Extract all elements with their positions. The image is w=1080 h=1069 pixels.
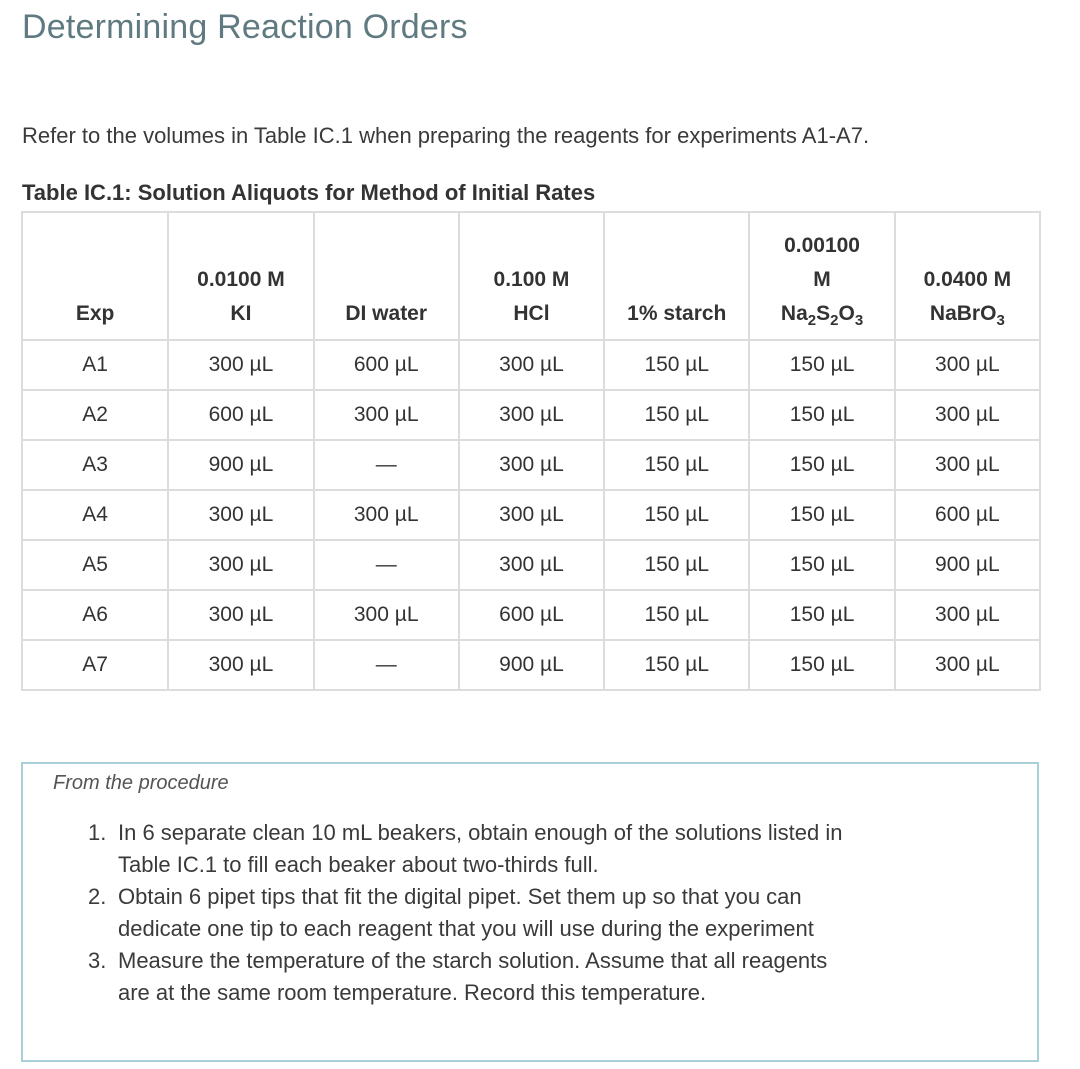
- volume-cell: 150 µL: [604, 590, 749, 640]
- volume-cell: 900 µL: [168, 440, 313, 490]
- volume-cell: 150 µL: [749, 390, 894, 440]
- volume-cell: —: [314, 440, 459, 490]
- aliquots-table: [21, 211, 1041, 691]
- step-text-line: Obtain 6 pipet tips that fit the digital pipet. Set them up so that you can: [118, 884, 802, 909]
- procedure-step: [88, 881, 1018, 945]
- volume-cell: 300 µL: [895, 590, 1040, 640]
- volume-cell: 900 µL: [459, 640, 604, 690]
- table-row: [22, 440, 1040, 490]
- volume-cell: 300 µL: [459, 540, 604, 590]
- header-exp: Exp: [22, 212, 168, 340]
- volume-cell: 300 µL: [895, 440, 1040, 490]
- volume-cell: 300 µL: [168, 340, 313, 390]
- step-number: 3.: [88, 948, 107, 973]
- volume-cell: 150 µL: [604, 390, 749, 440]
- volume-cell: 300 µL: [459, 340, 604, 390]
- exp-cell: A7: [22, 640, 168, 690]
- exp-cell: A3: [22, 440, 168, 490]
- volume-cell: 600 µL: [895, 490, 1040, 540]
- volume-cell: —: [314, 640, 459, 690]
- volume-cell: 600 µL: [314, 340, 459, 390]
- table-header-row: [22, 212, 1040, 340]
- volume-cell: 300 µL: [459, 490, 604, 540]
- exp-cell: A2: [22, 390, 168, 440]
- procedure-step: [88, 817, 1018, 881]
- exp-cell: A1: [22, 340, 168, 390]
- volume-cell: 300 µL: [895, 640, 1040, 690]
- volume-cell: 150 µL: [604, 440, 749, 490]
- header-ki: 0.0100 M KI: [168, 212, 313, 340]
- step-text-line: dedicate one tip to each reagent that you will use during the experiment: [118, 916, 814, 941]
- volume-cell: 150 µL: [749, 640, 894, 690]
- bromate-formula: NaBrO$_3$: [929, 302, 1005, 329]
- step-text-line: Measure the temperature of the starch solution. Assume that all reagents: [118, 948, 828, 973]
- volume-cell: 150 µL: [749, 540, 894, 590]
- step-text-line: are at the same room temperature. Record this temperature.: [118, 980, 707, 1005]
- header-hcl: 0.100 M HCl: [459, 212, 604, 340]
- volume-cell: 600 µL: [168, 390, 313, 440]
- volume-cell: 300 µL: [895, 340, 1040, 390]
- volume-cell: 300 µL: [459, 440, 604, 490]
- volume-cell: 300 µL: [314, 390, 459, 440]
- volume-cell: 300 µL: [168, 590, 313, 640]
- volume-cell: 150 µL: [749, 490, 894, 540]
- table-row: [22, 640, 1040, 690]
- volume-cell: —: [314, 540, 459, 590]
- volume-cell: 300 µL: [168, 640, 313, 690]
- header-di-water: DI water: [314, 212, 459, 340]
- step-text-line: In 6 separate clean 10 mL beakers, obtain enough of the solutions listed in: [118, 820, 843, 845]
- table-row: [22, 540, 1040, 590]
- page-title: Determining Reaction Orders: [22, 8, 468, 46]
- exp-cell: A4: [22, 490, 168, 540]
- table-caption: Table IC.1: Solution Aliquots for Method of Initial Rates: [22, 180, 596, 205]
- exp-cell: A5: [22, 540, 168, 590]
- volume-cell: 300 µL: [314, 590, 459, 640]
- volume-cell: 150 µL: [604, 540, 749, 590]
- volume-cell: 900 µL: [895, 540, 1040, 590]
- procedure-step: [88, 945, 1018, 1009]
- procedure-list: [88, 817, 1018, 1009]
- table-row: [22, 390, 1040, 440]
- volume-cell: 300 µL: [459, 390, 604, 440]
- volume-cell: 300 µL: [895, 390, 1040, 440]
- exp-cell: A6: [22, 590, 168, 640]
- thiosulfate-formula: $Na_2S_2O_3$: [780, 302, 864, 329]
- procedure-box: [21, 762, 1039, 1062]
- volume-cell: 300 µL: [168, 540, 313, 590]
- step-number: 1.: [88, 820, 107, 845]
- volume-cell: 150 µL: [604, 340, 749, 390]
- volume-cell: 600 µL: [459, 590, 604, 640]
- step-text-line: Table IC.1 to fill each beaker about two-thirds full.: [118, 852, 599, 877]
- header-starch: 1% starch: [604, 212, 749, 340]
- intro-text: Refer to the volumes in Table IC.1 when preparing the reagents for experiments A1-A7.: [22, 123, 870, 148]
- volume-cell: 150 µL: [604, 640, 749, 690]
- volume-cell: 300 µL: [314, 490, 459, 540]
- header-bromate: 0.0400 M NaBrO$_3$: [895, 212, 1040, 340]
- volume-cell: 150 µL: [749, 440, 894, 490]
- volume-cell: 150 µL: [749, 590, 894, 640]
- volume-cell: 300 µL: [168, 490, 313, 540]
- header-thiosulfate: 0.00100 M $Na_2S_2O_3$: [749, 212, 894, 340]
- procedure-label: From the procedure: [53, 772, 229, 794]
- table-row: [22, 590, 1040, 640]
- table-row: [22, 340, 1040, 390]
- volume-cell: 150 µL: [604, 490, 749, 540]
- step-number: 2.: [88, 884, 107, 909]
- table-row: [22, 490, 1040, 540]
- volume-cell: 150 µL: [749, 340, 894, 390]
